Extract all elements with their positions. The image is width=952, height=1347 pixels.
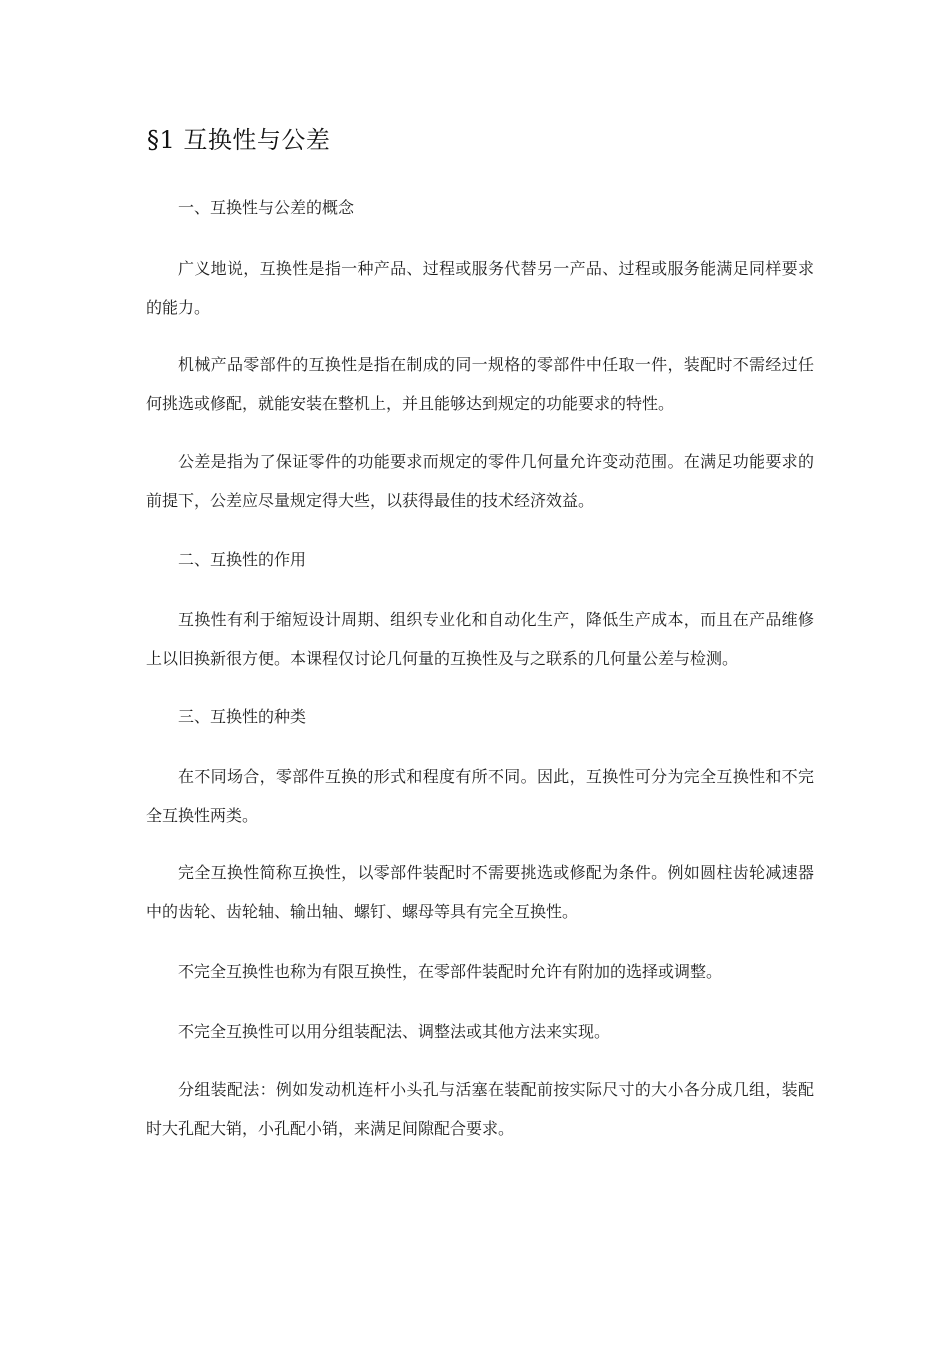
section-heading-function: 二、互换性的作用 — [178, 550, 307, 569]
paragraph-types-overview: 在不同场合，零部件互换的形式和程度有所不同。因此，互换性可分为完全互换性和不完全互换性两类。 — [146, 767, 814, 825]
paragraph-tolerance-definition: 公差是指为了保证零件的功能要求而规定的零件几何量允许变动范围。在满足功能要求的前提下，公差应尽量规定得大些，以获得最佳的技术经济效益。 — [146, 452, 814, 510]
paragraph-interchangeability-benefits: 互换性有利于缩短设计周期、组织专业化和自动化生产，降低生产成本，而且在产品维修上以旧换新很方便。本课程仅讨论几何量的互换性及与之联系的几何量公差与检测。 — [146, 610, 814, 668]
paragraph-broad-definition: 广义地说，互换性是指一种产品、过程或服务代替另一产品、过程或服务能满足同样要求的能力。 — [146, 259, 814, 317]
paragraph-incomplete-methods: 不完全互换性可以用分组装配法、调整法或其他方法来实现。 — [178, 1022, 611, 1041]
paragraph-complete-interchangeability: 完全互换性简称互换性，以零部件装配时不需要挑选或修配为条件。例如圆柱齿轮减速器中的齿轮、齿轮轴、输出轴、螺钉、螺母等具有完全互换性。 — [146, 863, 814, 921]
section-heading-types: 三、互换性的种类 — [178, 707, 307, 726]
paragraph-mechanical-interchangeability: 机械产品零部件的互换性是指在制成的同一规格的零部件中任取一件，装配时不需经过任何挑选或修配，就能安装在整机上，并且能够达到规定的功能要求的特性。 — [146, 355, 814, 413]
paragraph-group-assembly: 分组装配法：例如发动机连杆小头孔与活塞在装配前按实际尺寸的大小各分成几组，装配时大孔配大销，小孔配小销，来满足间隙配合要求。 — [146, 1080, 814, 1138]
document-title: §1 互换性与公差 — [147, 126, 331, 154]
section-heading-concept: 一、互换性与公差的概念 — [178, 198, 355, 217]
paragraph-incomplete-interchangeability: 不完全互换性也称为有限互换性，在零部件装配时允许有附加的选择或调整。 — [178, 962, 723, 981]
